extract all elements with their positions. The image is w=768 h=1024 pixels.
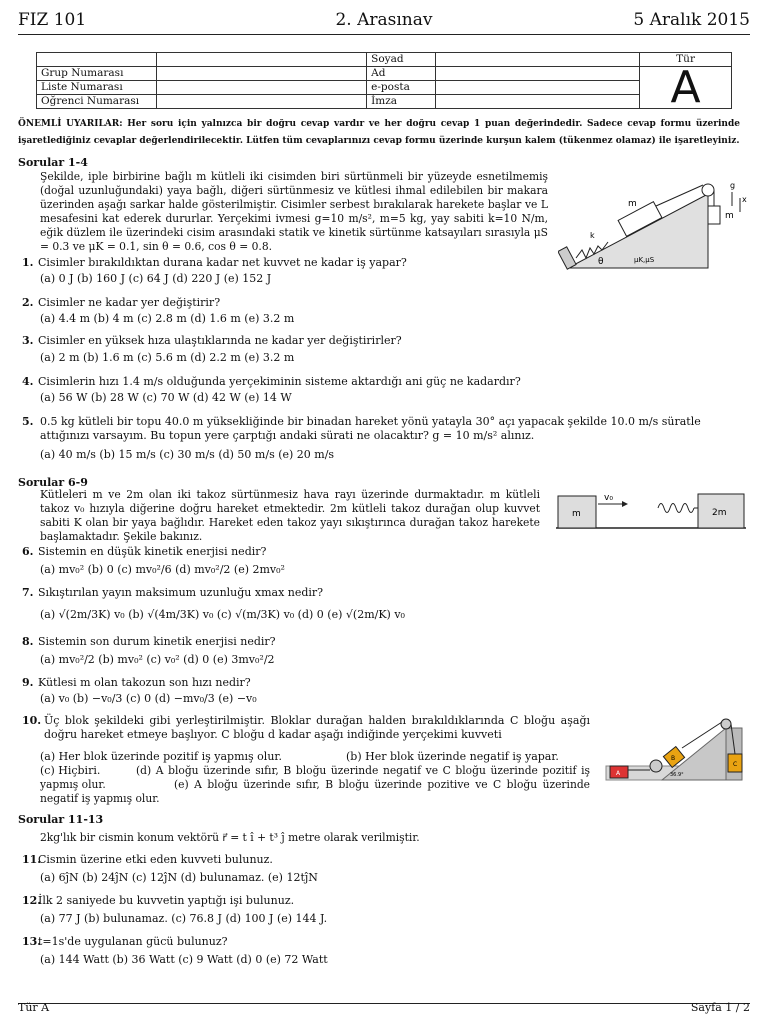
label-c: C	[733, 761, 738, 768]
course-code: FIZ 101	[18, 10, 87, 30]
question-8: 8. Sistemin son durum kinetik enerjisi nedir?	[22, 635, 276, 648]
label-a: A	[616, 770, 621, 777]
label-g: g	[730, 181, 736, 190]
pulley-left	[650, 760, 662, 772]
label-ad: Ad	[367, 67, 435, 81]
question-4: 4. Cisimlerin hızı 1.4 m/s olduğunda yerçekiminin sisteme aktardığı ani güç ne kadardır?	[22, 375, 521, 388]
section-intro-11-13: 2kg'lık bir cismin konum vektörü r⃗ = t î + t³ ĵ metre olarak verilmiştir.	[40, 831, 420, 844]
question-7-options[interactable]: (a) √(2m/3K) v₀ (b) √(4m/3K) v₀ (c) √(m/3K) v₀ (d) 0 (e) √(2m/K) v₀	[40, 608, 405, 621]
question-5-options[interactable]: (a) 40 m/s (b) 15 m/s (c) 30 m/s (d) 50 m/s (e) 20 m/s	[40, 448, 335, 461]
input-soyad[interactable]	[435, 53, 640, 67]
question-9-options[interactable]: (a) v₀ (b) −v₀/3 (c) 0 (d) −mv₀/3 (e) −v₀	[40, 692, 257, 705]
section-title-6-9: Sorular 6-9	[18, 476, 88, 489]
question-4-options[interactable]: (a) 56 W (b) 28 W (c) 70 W (d) 42 W (e) 14 W	[40, 391, 292, 404]
label-ogrenci: Oğrenci Numarası	[37, 95, 157, 109]
question-12-options[interactable]: (a) 77 J (b) bulunamaz. (c) 76.8 J (d) 100 J (e) 144 J.	[40, 912, 328, 925]
question-13-options[interactable]: (a) 144 Watt (b) 36 Watt (c) 9 Watt (d) 0 (e) 72 Watt	[40, 953, 328, 966]
input-liste[interactable]	[156, 81, 366, 95]
question-2: 2. Cisimler ne kadar yer değiştirir?	[22, 296, 221, 309]
question-8-options[interactable]: (a) mv₀²/2 (b) mv₀² (c) v₀² (d) 0 (e) 3mv₀²/2	[40, 653, 275, 666]
question-2-options[interactable]: (a) 4.4 m (b) 4 m (c) 2.8 m (d) 1.6 m (e) 3.2 m	[40, 312, 295, 325]
exam-type-letter: A	[640, 67, 732, 109]
question-6: 6. Sistemin en düşük kinetik enerjisi nedir?	[22, 545, 267, 558]
question-10-option-b[interactable]: (b) Her blok üzerinde negatif iş yapar.	[346, 750, 559, 763]
input-ad[interactable]	[435, 67, 640, 81]
page-header	[18, 10, 750, 32]
spring-coil	[658, 504, 694, 513]
input-eposta[interactable]	[435, 81, 640, 95]
question-11: 11.Cismin üzerine etki eden kuvveti bulunuz.	[22, 853, 273, 866]
section-intro-6-9: Kütleleri m ve 2m olan iki takoz sürtünmesiz hava rayı üzerinde durmaktadır. m kütleli takoz v₀ hızıyla diğerine doğru hareket etmektedir. 2m kütleli takoz durağan olup kuvvet sabiti K olan bir yaya bağlıdır. Hareket eden takoz yayı sıkıştırınca durağan takoz harekete başlamaktadır. Şekile bakınız.	[40, 488, 540, 543]
question-9: 9. Kütlesi m olan takozun son hızı nedir?	[22, 676, 251, 689]
label-v0: v₀	[604, 493, 613, 503]
pulley	[702, 184, 714, 196]
question-10-option-e[interactable]: (e) A bloğu üzerinde sıfır, B bloğu üzerinde pozitive ve C bloğu üzerinde negatif iş yapmış olur.	[40, 778, 590, 805]
question-5: 5. 0.5 kg kütleli bir topu 40.0 m yüksekliğinde bir binadan hareket yönü yatayla 30° açı yapacak şekilde 10.0 m/s süratle attığınızı varsayım. Bu topun yere çarptığı andaki sürati ne olacaktır? g = 10 m/s² alınız.	[22, 415, 701, 442]
section-intro-1-4: Şekilde, iple birbirine bağlı m kütleli iki cisimden biri sürtünmeli bir yüzeyde esnetilmemiş (doğal uzunluğundaki) yaya bağlı, diğeri sürtünmesiz ve kütlesi ihmal edilebilen bir makara üzerinden aşağı sarkar halde gösterilmiştir. Cisimler serbest bırakılarak harekete başlar ve L mesafesini kat ederek dururlar. Yerçekimi ivmesi g=10 m/s², m=5 kg, yay sabiti k=10 N/m, eğik düzlem ile üzerindeki cisim arasındaki statik ve kinetik sürtünme katsayıları sırasıyla μS = 0.3 ve μK = 0.1, sin θ = 0.6, cos θ = 0.8.	[40, 170, 548, 253]
label-m-hanging: m	[725, 211, 734, 221]
label-m: m	[572, 509, 581, 519]
question-10: 10. Üç blok şekildeki gibi yerleştirilmiştir. Bloklar durağan halden bırakıldıklarında C bloğu aşağı doğru hareket etmeye başlıyor. C bloğu d kadar aşağı indiğinde yerçekimi kuvveti	[22, 714, 590, 741]
input-ogrenci[interactable]	[156, 95, 366, 109]
label-m-incline: m	[628, 199, 637, 209]
student-info-form	[36, 52, 732, 113]
footer-page: Sayfa 1 / 2	[690, 1001, 750, 1014]
question-13: 13.t=1s'de uygulanan gücü bulunuz?	[22, 935, 228, 948]
label-soyad: Soyad	[367, 53, 435, 67]
important-warnings: ÖNEMLİ UYARILAR: Her soru için yalnızca bir doğru cevap vardır ve her doğru cevap 1 puan değerindedir. Sadece cevap formu üzerinde işaretlediğiniz cevaplar değerlendirilecektir. Lütfen tüm cevaplarınızı cevap formu üzerinde kurşun kalem (tükenmez olamaz) ile işaretleyiniz.	[18, 119, 740, 146]
question-10-option-a[interactable]: (a) Her blok üzerinde pozitif iş yapmış olur.	[40, 750, 282, 763]
label-mu: μK,μS	[634, 256, 655, 264]
label-2m: 2m	[712, 508, 727, 518]
question-6-options[interactable]: (a) mv₀² (b) 0 (c) mv₀²/6 (d) mv₀²/2 (e) 2mv₀²	[40, 563, 285, 576]
page-footer	[18, 1001, 750, 1014]
question-10-option-d[interactable]: (d) A bloğu üzerinde sıfır, B bloğu üzerinde negatif ve C bloğu üzerinde pozitif iş yapmış olur.	[40, 764, 590, 791]
cell-empty[interactable]	[156, 53, 366, 67]
question-1: 1. Cisimler bırakıldıktan durana kadar net kuvvet ne kadar iş yapar?	[22, 256, 407, 269]
label-grup: Grup Numarası	[37, 67, 157, 81]
label-eposta: e-posta	[367, 81, 435, 95]
label-tur: Tür	[640, 53, 732, 67]
question-12: 12.İlk 2 saniyede bu kuvvetin yaptığı işi bulunuz.	[22, 894, 295, 907]
question-7: 7. Sıkıştırılan yayın maksimum uzunluğu xmax nedir?	[22, 586, 324, 599]
label-b: B	[671, 755, 676, 762]
label-imza: İmza	[367, 95, 435, 109]
pulley-right	[721, 719, 731, 729]
label-theta: θ	[598, 257, 604, 267]
label-liste: Liste Numarası	[37, 81, 157, 95]
header-rule	[18, 34, 750, 35]
question-3-options[interactable]: (a) 2 m (b) 1.6 m (c) 5.6 m (d) 2.2 m (e) 3.2 m	[40, 351, 295, 364]
wall-block	[558, 247, 576, 269]
exam-date: 5 Aralık 2015	[633, 10, 750, 30]
input-grup[interactable]	[156, 67, 366, 81]
three-block-figure	[602, 714, 748, 796]
incline-pulley-figure	[558, 176, 750, 280]
label-k: k	[590, 231, 595, 240]
question-11-options[interactable]: (a) 6ĵN (b) 24ĵN (c) 12ĵN (d) bulunamaz. (e) 12tĵN	[40, 871, 318, 884]
label-x: x	[742, 195, 747, 204]
exam-title: 2. Arasınav	[335, 10, 433, 30]
section-title-11-13: Sorular 11-13	[18, 813, 104, 826]
question-3: 3. Cisimler en yüksek hıza ulaştıklarında ne kadar yer değiştirirler?	[22, 334, 402, 347]
section-title-1-4: Sorular 1-4	[18, 156, 88, 169]
air-track-figure	[552, 488, 748, 534]
hanging-block	[708, 206, 720, 224]
footer-type: Tür A	[18, 1001, 50, 1014]
input-imza[interactable]	[435, 95, 640, 109]
question-10-option-c[interactable]: (c) Hiçbiri.	[40, 764, 101, 777]
label-angle: 36.9°	[670, 772, 684, 778]
question-1-options[interactable]: (a) 0 J (b) 160 J (c) 64 J (d) 220 J (e) 152 J	[40, 272, 272, 285]
